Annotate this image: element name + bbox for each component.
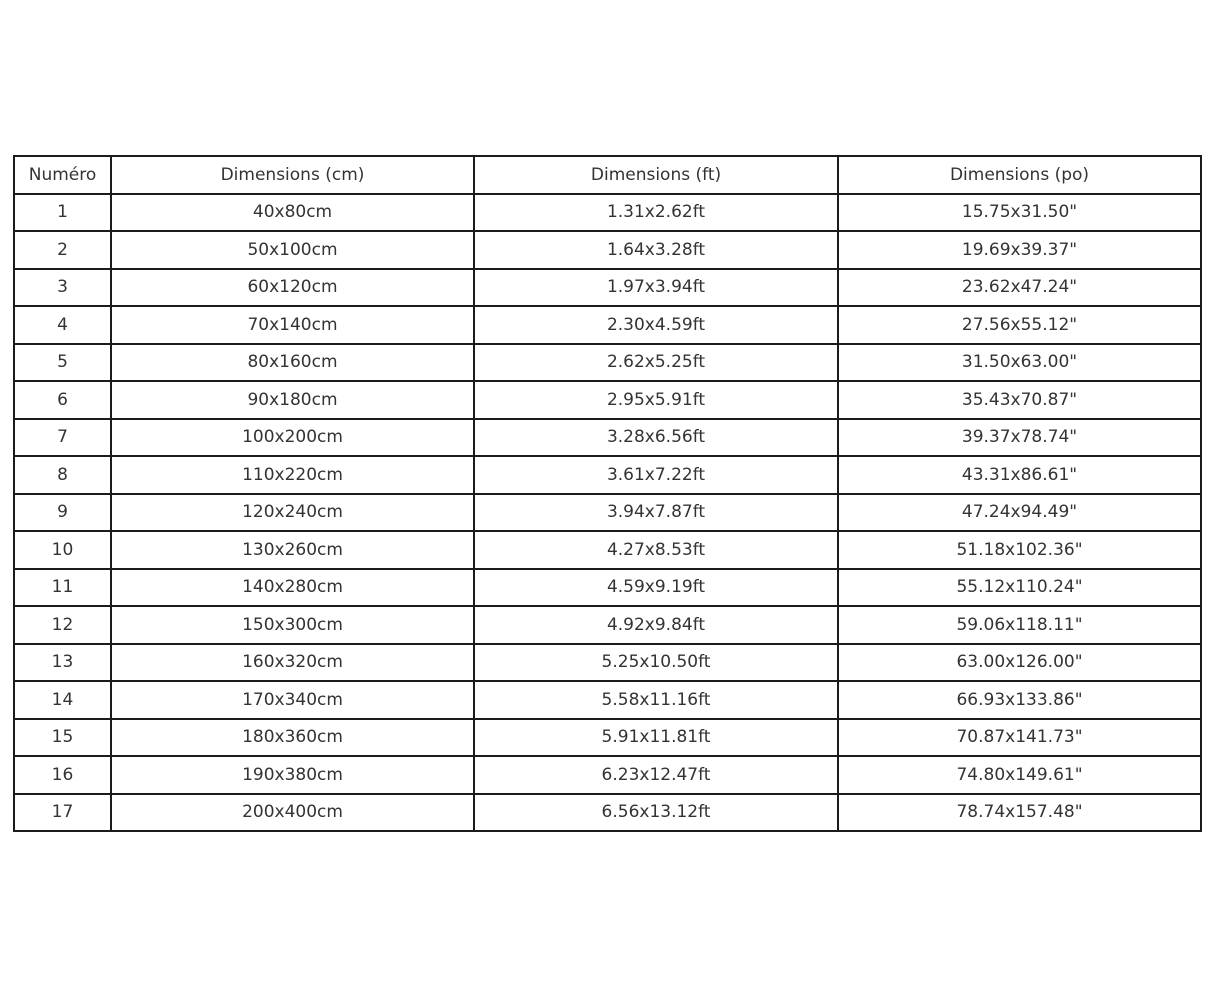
- table-row: [14, 381, 1201, 419]
- cell-numero: 4: [14, 306, 111, 344]
- cell-dimensions-ft: 3.61x7.22ft: [474, 456, 838, 494]
- table-row: [14, 644, 1201, 682]
- cell-numero: 1: [14, 194, 111, 232]
- cell-dimensions-po: 55.12x110.24": [838, 569, 1201, 607]
- cell-numero: 7: [14, 419, 111, 457]
- cell-dimensions-ft: 5.91x11.81ft: [474, 719, 838, 757]
- cell-numero: 9: [14, 494, 111, 532]
- column-header-dimensions-cm: Dimensions (cm): [111, 156, 474, 194]
- cell-dimensions-po: 15.75x31.50": [838, 194, 1201, 232]
- cell-dimensions-cm: 180x360cm: [111, 719, 474, 757]
- cell-dimensions-po: 47.24x94.49": [838, 494, 1201, 532]
- cell-dimensions-ft: 3.28x6.56ft: [474, 419, 838, 457]
- cell-dimensions-cm: 50x100cm: [111, 231, 474, 269]
- cell-numero: 15: [14, 719, 111, 757]
- cell-dimensions-cm: 120x240cm: [111, 494, 474, 532]
- column-header-dimensions-ft: Dimensions (ft): [474, 156, 838, 194]
- cell-dimensions-cm: 170x340cm: [111, 681, 474, 719]
- table-row: [14, 306, 1201, 344]
- cell-dimensions-ft: 2.30x4.59ft: [474, 306, 838, 344]
- cell-numero: 3: [14, 269, 111, 307]
- dimensions-conversion-table: [13, 155, 1202, 832]
- cell-dimensions-cm: 90x180cm: [111, 381, 474, 419]
- cell-dimensions-cm: 140x280cm: [111, 569, 474, 607]
- table-row: [14, 269, 1201, 307]
- cell-numero: 16: [14, 756, 111, 794]
- cell-numero: 13: [14, 644, 111, 682]
- cell-dimensions-ft: 5.25x10.50ft: [474, 644, 838, 682]
- table-row: [14, 494, 1201, 532]
- cell-dimensions-ft: 4.27x8.53ft: [474, 531, 838, 569]
- column-header-dimensions-po: Dimensions (po): [838, 156, 1201, 194]
- table-row: [14, 606, 1201, 644]
- cell-dimensions-po: 23.62x47.24": [838, 269, 1201, 307]
- table-row: [14, 194, 1201, 232]
- cell-dimensions-cm: 150x300cm: [111, 606, 474, 644]
- cell-numero: 12: [14, 606, 111, 644]
- cell-dimensions-ft: 3.94x7.87ft: [474, 494, 838, 532]
- table-row: [14, 569, 1201, 607]
- cell-dimensions-cm: 190x380cm: [111, 756, 474, 794]
- cell-dimensions-po: 43.31x86.61": [838, 456, 1201, 494]
- cell-numero: 8: [14, 456, 111, 494]
- cell-dimensions-ft: 4.92x9.84ft: [474, 606, 838, 644]
- cell-dimensions-ft: 4.59x9.19ft: [474, 569, 838, 607]
- column-header-numero: Numéro: [14, 156, 111, 194]
- cell-dimensions-po: 31.50x63.00": [838, 344, 1201, 382]
- cell-dimensions-ft: 5.58x11.16ft: [474, 681, 838, 719]
- table-body: [14, 194, 1201, 832]
- cell-dimensions-po: 27.56x55.12": [838, 306, 1201, 344]
- dimensions-table-container: [13, 155, 1200, 832]
- cell-dimensions-ft: 1.31x2.62ft: [474, 194, 838, 232]
- cell-dimensions-po: 78.74x157.48": [838, 794, 1201, 832]
- cell-dimensions-ft: 6.56x13.12ft: [474, 794, 838, 832]
- cell-numero: 14: [14, 681, 111, 719]
- cell-dimensions-cm: 160x320cm: [111, 644, 474, 682]
- table-row: [14, 681, 1201, 719]
- cell-dimensions-cm: 40x80cm: [111, 194, 474, 232]
- table-row: [14, 419, 1201, 457]
- cell-dimensions-po: 63.00x126.00": [838, 644, 1201, 682]
- cell-numero: 17: [14, 794, 111, 832]
- table-row: [14, 344, 1201, 382]
- cell-numero: 2: [14, 231, 111, 269]
- table-row: [14, 794, 1201, 832]
- cell-dimensions-po: 74.80x149.61": [838, 756, 1201, 794]
- cell-dimensions-cm: 200x400cm: [111, 794, 474, 832]
- cell-dimensions-cm: 100x200cm: [111, 419, 474, 457]
- cell-dimensions-po: 35.43x70.87": [838, 381, 1201, 419]
- cell-dimensions-cm: 130x260cm: [111, 531, 474, 569]
- cell-dimensions-ft: 2.62x5.25ft: [474, 344, 838, 382]
- table-row: [14, 719, 1201, 757]
- cell-dimensions-po: 66.93x133.86": [838, 681, 1201, 719]
- header-row: [14, 156, 1201, 194]
- cell-dimensions-po: 39.37x78.74": [838, 419, 1201, 457]
- cell-dimensions-po: 19.69x39.37": [838, 231, 1201, 269]
- cell-numero: 5: [14, 344, 111, 382]
- cell-dimensions-ft: 6.23x12.47ft: [474, 756, 838, 794]
- table-row: [14, 456, 1201, 494]
- cell-dimensions-cm: 70x140cm: [111, 306, 474, 344]
- cell-dimensions-po: 51.18x102.36": [838, 531, 1201, 569]
- cell-dimensions-cm: 110x220cm: [111, 456, 474, 494]
- cell-dimensions-cm: 80x160cm: [111, 344, 474, 382]
- cell-dimensions-po: 70.87x141.73": [838, 719, 1201, 757]
- table-row: [14, 756, 1201, 794]
- cell-dimensions-cm: 60x120cm: [111, 269, 474, 307]
- table-row: [14, 231, 1201, 269]
- cell-numero: 10: [14, 531, 111, 569]
- cell-dimensions-ft: 2.95x5.91ft: [474, 381, 838, 419]
- cell-numero: 6: [14, 381, 111, 419]
- table-header: [14, 156, 1201, 194]
- cell-dimensions-ft: 1.97x3.94ft: [474, 269, 838, 307]
- cell-dimensions-po: 59.06x118.11": [838, 606, 1201, 644]
- cell-dimensions-ft: 1.64x3.28ft: [474, 231, 838, 269]
- cell-numero: 11: [14, 569, 111, 607]
- table-row: [14, 531, 1201, 569]
